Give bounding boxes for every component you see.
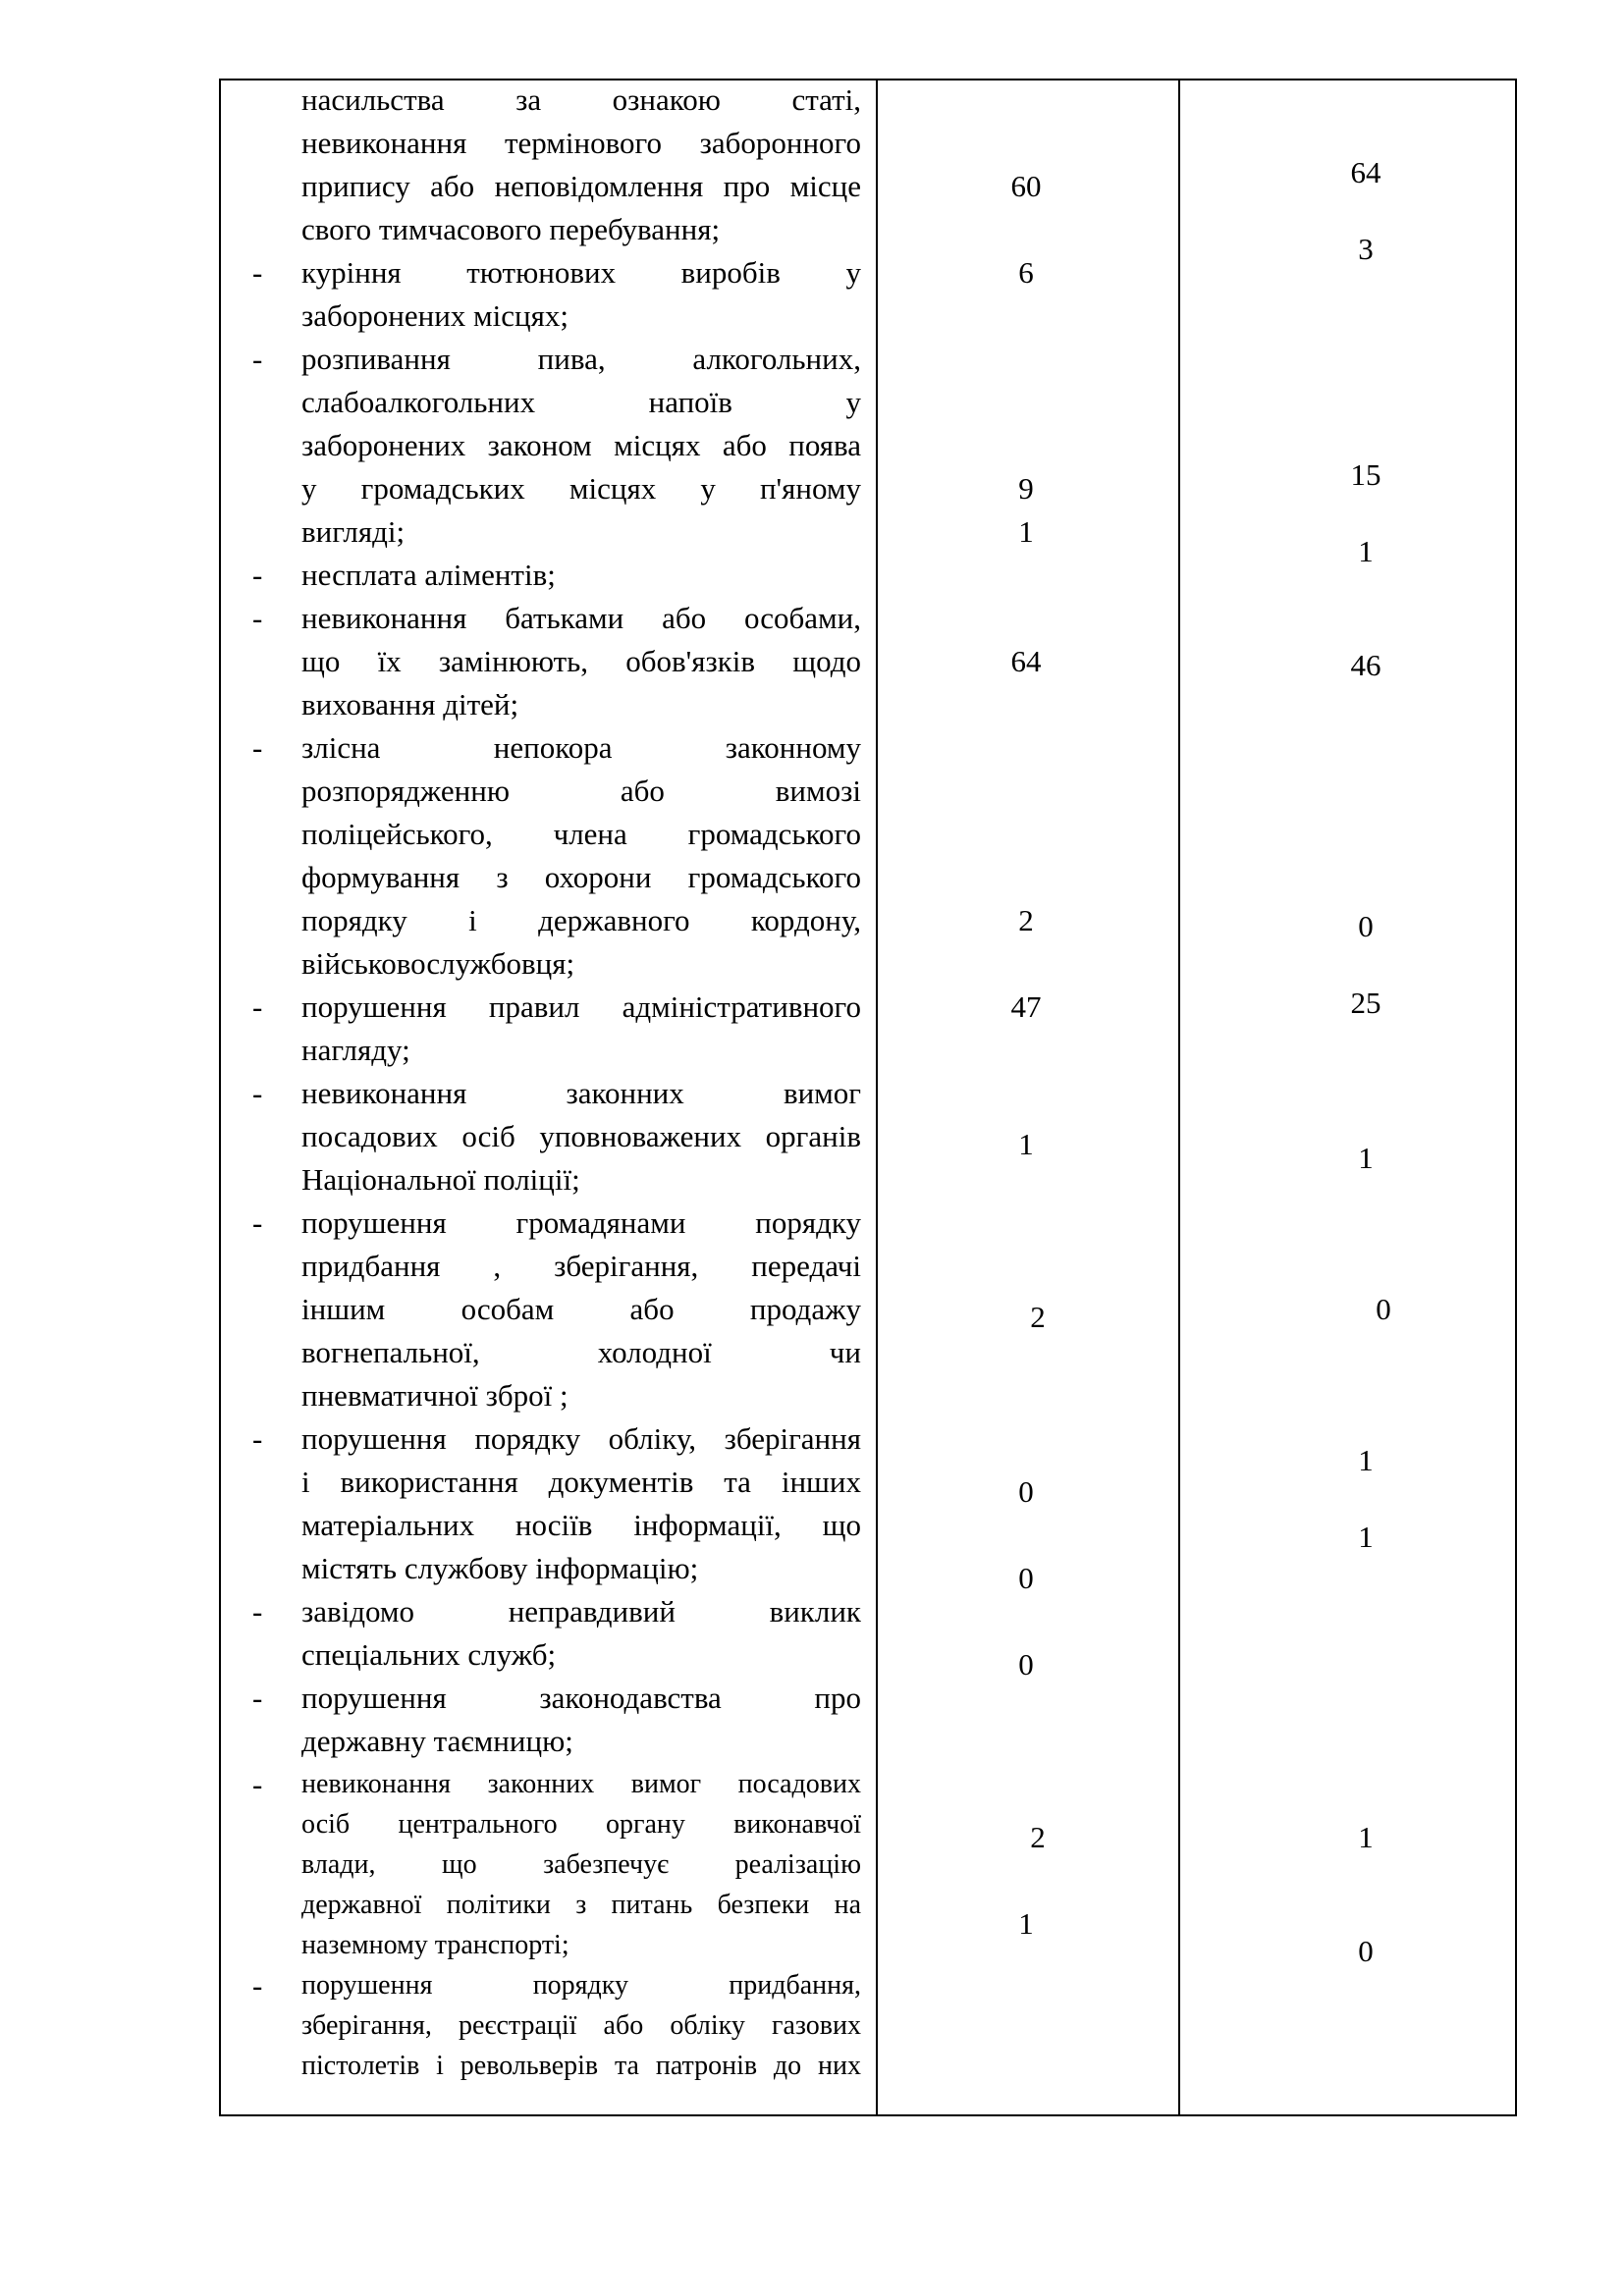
row-6-line-0: порушення правил адміністративного [301, 989, 861, 1024]
row-10-col2: 1 [1358, 1520, 1374, 1554]
row-12-col2: 1 [1358, 1820, 1374, 1854]
row-10-dash: - [252, 1594, 263, 1629]
row-5-line-5: військовослужбовця; [301, 946, 575, 981]
row-2-col1: 9 [1018, 471, 1034, 506]
row-2-line-1: слабоалкогольних напоїв у [301, 385, 861, 419]
row-13-col1: 1 [1018, 1906, 1034, 1941]
row-4-col1: 64 [1010, 644, 1042, 678]
row-2-line-4: вигляді; [301, 514, 406, 549]
row-0-line-2: припису або неповідомлення про місце [301, 169, 861, 203]
row-11-line-0: порушення законодавства про [301, 1681, 861, 1715]
row-5-line-0: злісна непокора законному [301, 730, 861, 765]
row-12-line-0: невиконання законних вимог посадових [301, 1769, 861, 1799]
row-1-dash: - [252, 255, 263, 290]
row-9-line-1: і використання документів та інших [301, 1465, 861, 1499]
row-12-dash: - [252, 1767, 263, 1801]
row-10-line-0: завідомо неправдивий виклик [301, 1594, 861, 1629]
row-5-line-2: поліцейського, члена громадського [301, 817, 861, 851]
row-6-col2: 25 [1350, 986, 1381, 1020]
row-11-line-1: державну таємницю; [301, 1724, 573, 1758]
row-11-dash: - [252, 1681, 263, 1715]
row-8-line-1: придбання , зберігання, передачі [301, 1249, 861, 1283]
row-4-dash: - [252, 601, 263, 635]
row-7-line-0: невиконання законних вимог [301, 1076, 861, 1110]
row-13-line-2: пістолетів і револьверів та патронів до них [301, 2051, 861, 2081]
row-13-dash: - [252, 1968, 263, 2002]
row-7-line-1: посадових осіб уповноважених органів [301, 1119, 861, 1153]
row-4-line-2: виховання дітей; [301, 687, 519, 721]
column-divider-1 [876, 80, 878, 2114]
row-8-line-3: вогнепальної, холодної чи [301, 1335, 861, 1369]
row-9-col1: 0 [1018, 1474, 1034, 1509]
row-12-line-4: наземному транспорті; [301, 1930, 569, 1960]
row-9-line-0: порушення порядку обліку, зберігання [301, 1421, 861, 1456]
row-4-line-0: невиконання батьками або особами, [301, 601, 861, 635]
row-5-col1: 2 [1018, 903, 1034, 937]
row-9-dash: - [252, 1421, 263, 1456]
row-5-col2: 0 [1358, 909, 1374, 943]
row-10-line-1: спеціальних служб; [301, 1637, 557, 1672]
row-5-line-4: порядку і державного кордону, [301, 903, 861, 937]
row-0-line-0: насильства за ознакою статі, [301, 82, 861, 117]
row-13-line-1: зберігання, реєстрації або обліку газових [301, 2010, 861, 2041]
row-13-col2: 0 [1358, 1934, 1374, 1968]
row-7-line-2: Національної поліції; [301, 1162, 580, 1197]
row-7-dash: - [252, 1076, 263, 1110]
row-0-line-1: невиконання термінового заборонного [301, 126, 861, 160]
row-7-col2: 1 [1358, 1141, 1374, 1175]
row-8-col1: 2 [1030, 1300, 1046, 1334]
row-8-line-2: іншим особам або продажу [301, 1292, 861, 1326]
row-5-line-3: формування з охорони громадського [301, 860, 861, 894]
row-4-col2: 46 [1350, 648, 1381, 682]
row-6-col1: 47 [1010, 989, 1042, 1024]
row-3-col1: 1 [1018, 514, 1034, 549]
row-10-col1: 0 [1018, 1561, 1034, 1595]
row-2-col2: 15 [1350, 457, 1381, 492]
row-3-dash: - [252, 558, 263, 592]
row-9-line-2: матеріальних носіїв інформації, що [301, 1508, 861, 1542]
row-1-col1: 6 [1018, 255, 1034, 290]
row-8-dash: - [252, 1205, 263, 1240]
row-5-line-1: розпорядженню або вимозі [301, 774, 861, 808]
row-0-line-3: свого тимчасового перебування; [301, 212, 721, 246]
row-1-line-0: куріння тютюнових виробів у [301, 255, 861, 290]
column-divider-2 [1178, 80, 1180, 2114]
row-2-dash: - [252, 342, 263, 376]
row-11-col1: 0 [1018, 1647, 1034, 1682]
row-13-line-0: порушення порядку придбання, [301, 1970, 861, 2001]
row-12-line-3: державної політики з питань безпеки на [301, 1890, 861, 1920]
row-4-line-1: що їх замінюють, обов'язків щодо [301, 644, 861, 678]
row-12-line-2: влади, що забезпечує реалізацію [301, 1849, 861, 1880]
row-0-col1: 60 [1010, 169, 1042, 203]
row-1-col2: 3 [1358, 232, 1374, 266]
row-12-line-1: осіб центрального органу виконавчої [301, 1809, 861, 1840]
row-3-col2: 1 [1358, 534, 1374, 568]
row-9-line-3: містять службову інформацію; [301, 1551, 699, 1585]
row-8-line-0: порушення громадянами порядку [301, 1205, 861, 1240]
row-6-line-1: нагляду; [301, 1033, 410, 1067]
row-2-line-0: розпивання пива, алкогольних, [301, 342, 861, 376]
row-5-dash: - [252, 730, 263, 765]
row-2-line-3: у громадських місцях у п'яному [301, 471, 861, 506]
row-12-col1: 2 [1030, 1820, 1046, 1854]
row-9-col2: 1 [1358, 1443, 1374, 1477]
row-8-line-4: пневматичної зброї ; [301, 1378, 568, 1413]
row-7-col1: 1 [1018, 1127, 1034, 1161]
row-8-col2: 0 [1376, 1292, 1391, 1326]
row-1-line-1: заборонених місцях; [301, 298, 569, 333]
row-0-col2: 64 [1350, 155, 1381, 189]
row-2-line-2: заборонених законом місцях або поява [301, 428, 861, 462]
row-6-dash: - [252, 989, 263, 1024]
row-3-line-0: несплата аліментів; [301, 558, 556, 592]
